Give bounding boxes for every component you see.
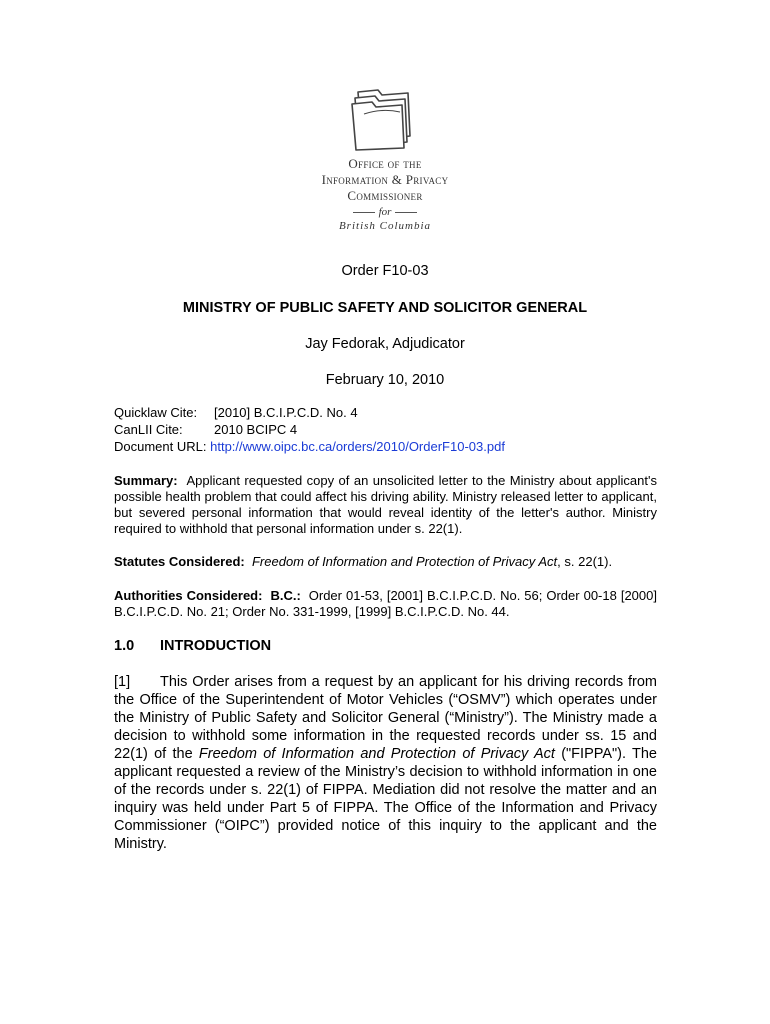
statutes-considered bbox=[114, 554, 657, 570]
authorities-bc: B.C.: bbox=[270, 588, 301, 603]
statutes-section: , s. 22(1). bbox=[557, 554, 613, 569]
ministry-title: MINISTRY OF PUBLIC SAFETY AND SOLICITOR GENERAL bbox=[182, 300, 588, 316]
authorities-considered bbox=[114, 588, 657, 620]
order-date: February 10, 2010 bbox=[325, 372, 445, 388]
summary bbox=[114, 473, 657, 537]
paragraph-text-a: This Order arises from a request by an applicant for his driving records from the Office of the Superintendent of Motor Vehicles (“OSMV”) which operates under the Ministry of Public Safety and Solicitor General (“Ministry”). The Ministry made a decision to withhold some information in the requested records under ss. 15 and 22(1) of the bbox=[114, 674, 657, 762]
summary-label: Summary: bbox=[114, 473, 178, 488]
section-heading bbox=[114, 638, 271, 654]
logo-line-1: Office of the bbox=[348, 156, 422, 171]
oipc-logo bbox=[290, 86, 480, 236]
paragraph-act: Freedom of Information and Protection of Privacy Act bbox=[198, 746, 555, 762]
section-number: 1.0 bbox=[114, 638, 135, 654]
folder-icon bbox=[350, 86, 420, 152]
authorities-text: Order 01-53, [2001] B.C.I.P.C.D. No. 56; Order 00-18 [2000] B.C.I.P.C.D. No. 21; Order No. 331-1999, [1999] B.C.I.P.C.D. No. 44. bbox=[114, 588, 657, 619]
quicklaw-label: Quicklaw Cite: bbox=[114, 405, 198, 420]
section-title: INTRODUCTION bbox=[160, 638, 272, 654]
quicklaw-cite bbox=[114, 405, 358, 421]
order-number: Order F10-03 bbox=[341, 263, 429, 279]
statutes-label: Statutes Considered: bbox=[114, 554, 245, 569]
logo-line-3: Commissioner bbox=[347, 188, 423, 203]
canlii-label: CanLII Cite: bbox=[114, 422, 183, 437]
authorities-label: Authorities Considered: bbox=[114, 588, 263, 603]
logo-line-2: Information & Privacy bbox=[321, 172, 449, 187]
summary-text: Applicant requested copy of an unsolicited letter to the Ministry about applicant's possible health problem that could affect his driving ability. Ministry released letter to applicant, but severed personal information that would reveal identity of the letter's author. Ministry required to withhold that personal information under s. 22(1). bbox=[114, 473, 657, 536]
canlii-cite bbox=[114, 422, 297, 438]
statutes-act: Freedom of Information and Protection of Privacy Act bbox=[251, 554, 558, 569]
paragraph-1 bbox=[114, 673, 657, 853]
paragraph-text-b: ("FIPPA"). The applicant requested a review of the Ministry’s decision to withhold information in one of the records under s. 22(1) of FIPPA. Mediation did not resolve the matter and an inquiry was held under Part 5 of FIPPA. The Office of the Information and Privacy Commissioner (“OIPC”) provided notice of this inquiry to the applicant and the Ministry. bbox=[114, 746, 657, 852]
document-url-link[interactable]: http://www.oipc.bc.ca/orders/2010/OrderF10-03.pdf bbox=[210, 439, 505, 454]
document-url bbox=[114, 439, 505, 455]
logo-line-bc: British Columbia bbox=[338, 220, 432, 232]
canlii-value: 2010 BCIPC 4 bbox=[214, 422, 298, 437]
paragraph-number: [1] bbox=[114, 674, 131, 690]
quicklaw-value: [2010] B.C.I.P.C.D. No. 4 bbox=[214, 405, 358, 420]
url-label: Document URL: bbox=[114, 439, 207, 454]
logo-for: for bbox=[290, 205, 480, 219]
adjudicator: Jay Fedorak, Adjudicator bbox=[305, 336, 465, 352]
